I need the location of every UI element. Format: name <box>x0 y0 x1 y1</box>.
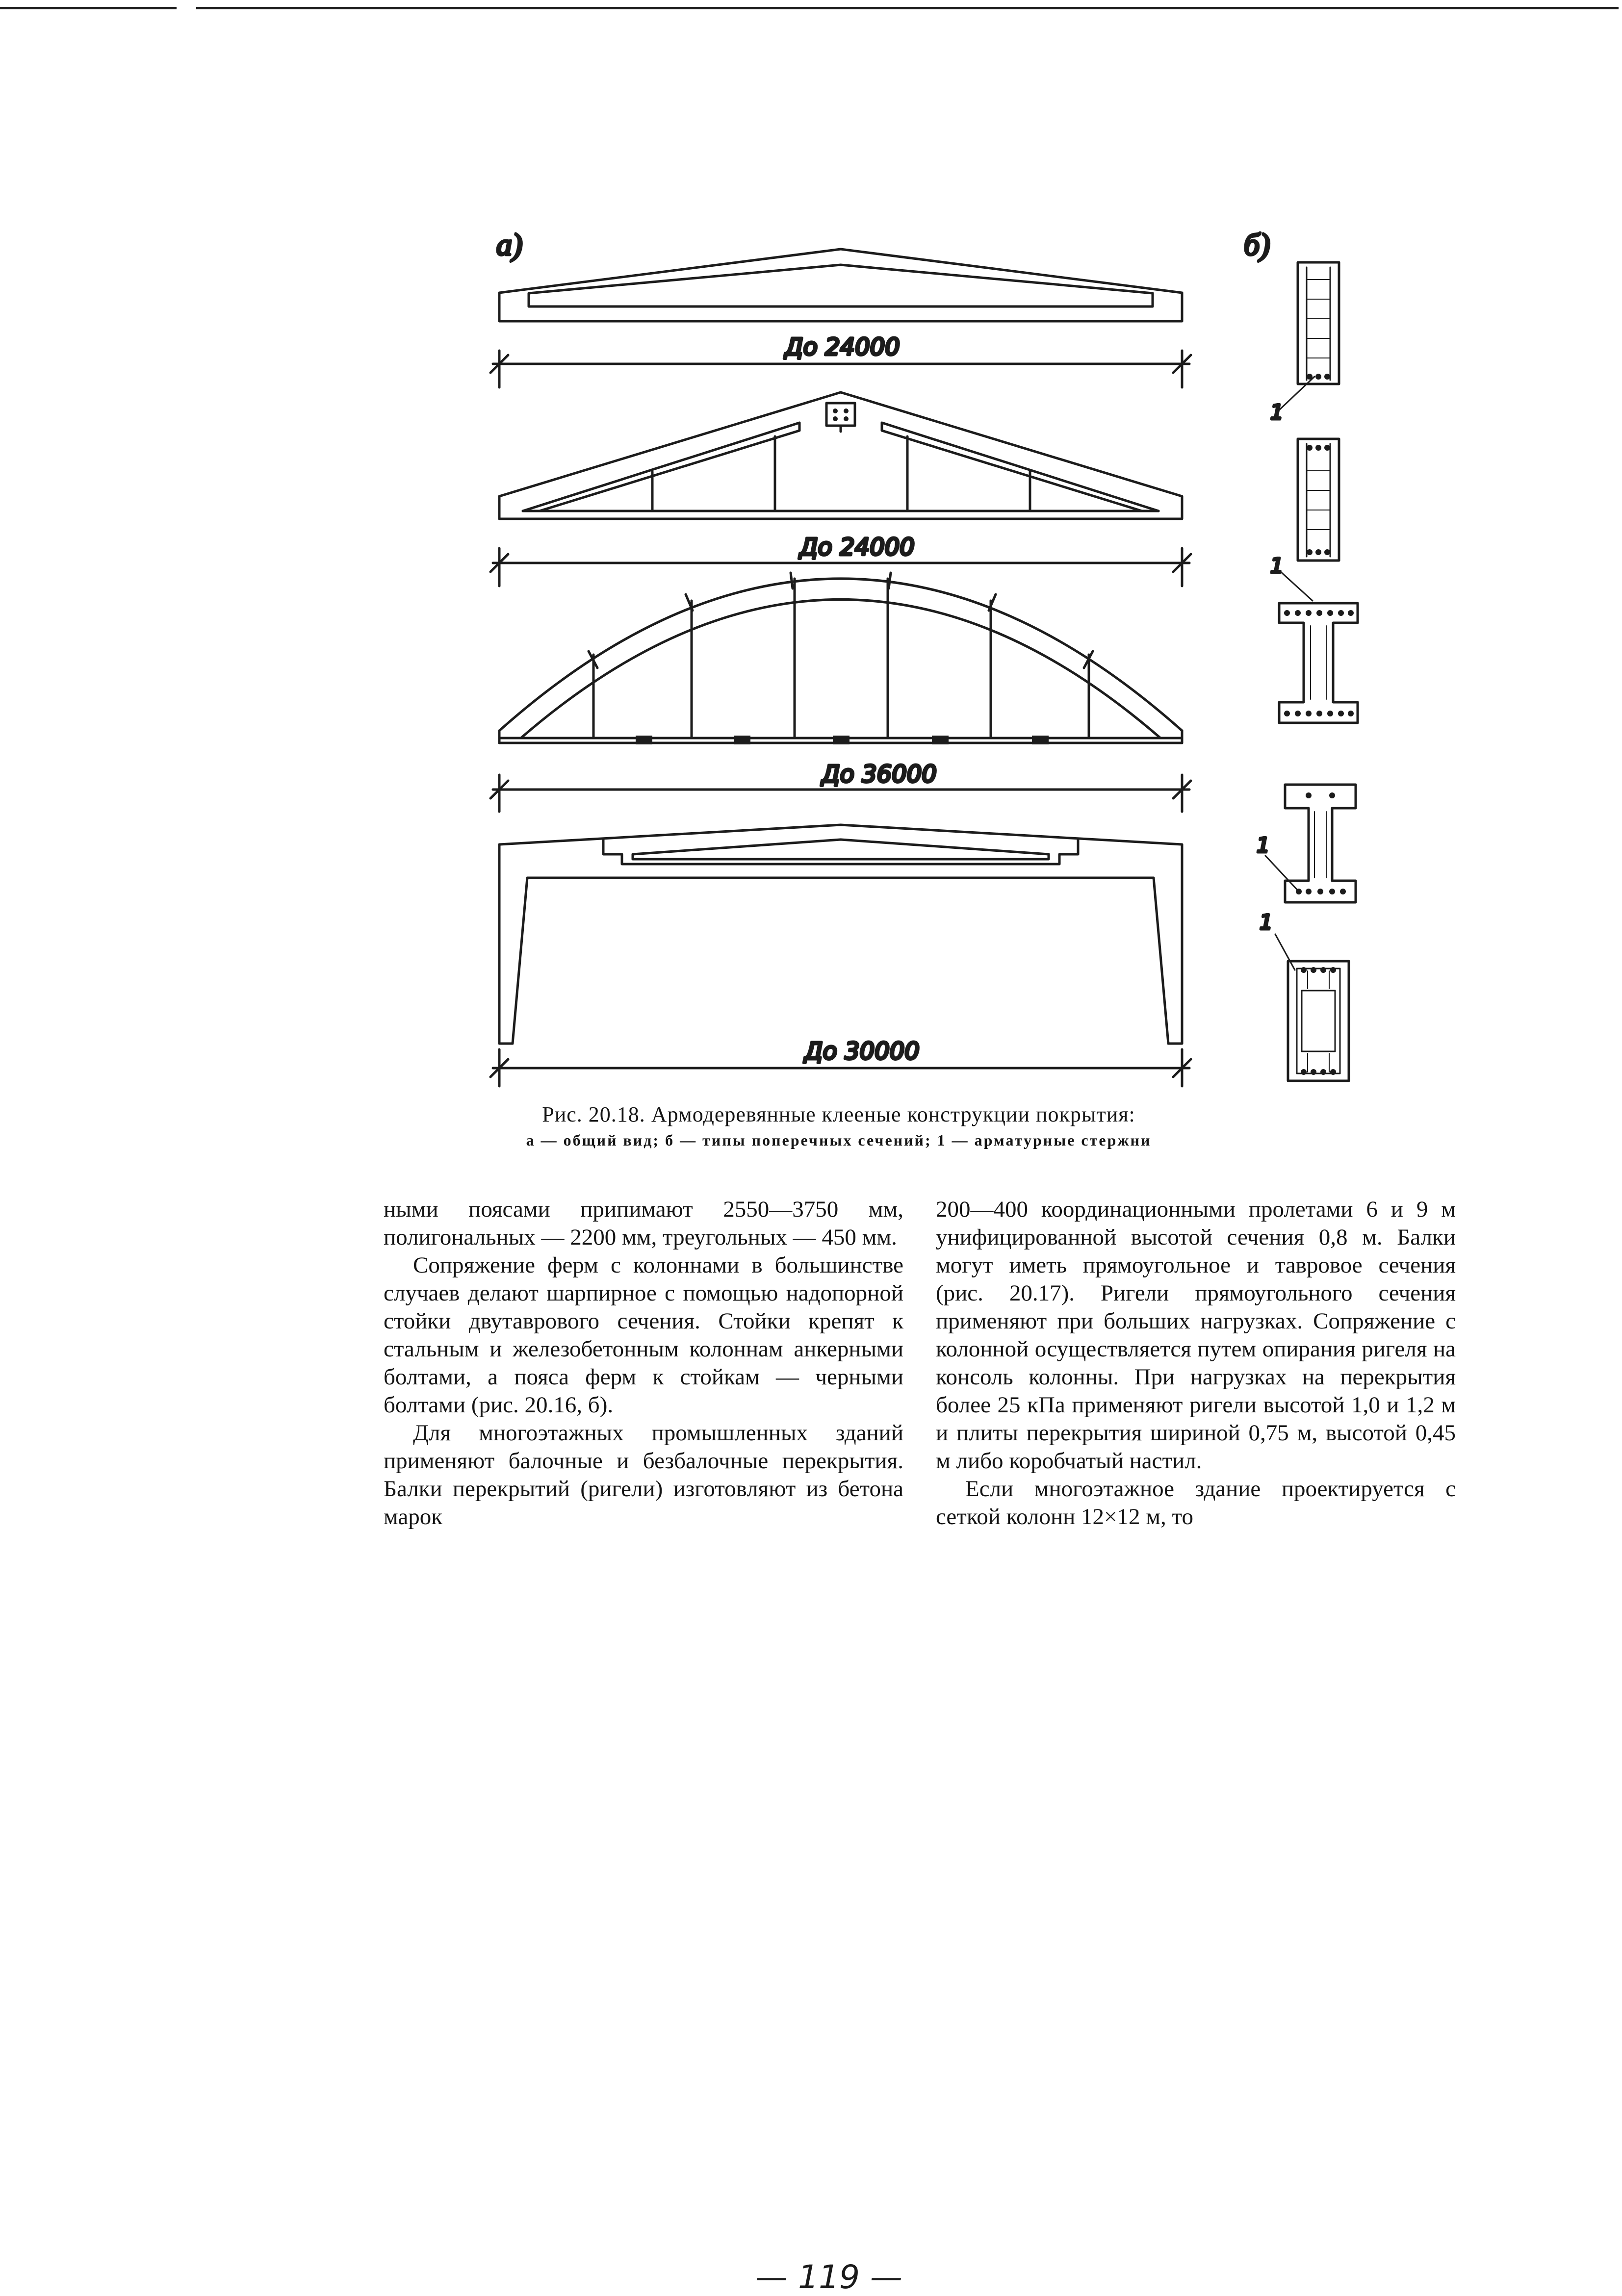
rebar-marker: 1 <box>1270 400 1284 424</box>
paragraph: Для многоэтажных промышленных зданий применяют балочные и безбалочные перекрытия. Балки перекрытий (ригели) изготовляют из бетона марок <box>384 1420 903 1530</box>
panel-a-label: а) <box>496 227 523 262</box>
panel-b-label: б) <box>1244 227 1270 262</box>
arch-truss-drawing <box>499 573 1182 743</box>
paragraph: ными поясами припимают 2550—3750 мм, полигональных — 2200 мм, треугольных — 450 мм. <box>384 1197 903 1250</box>
caption-title: Рис. 20.18. Армодеревянные клееные конструкции покрытия: <box>542 1102 1135 1126</box>
dimension-label: До 30000 <box>804 1038 920 1065</box>
dimension-label: До 36000 <box>822 761 937 788</box>
pitched-beam-drawing <box>499 249 1182 321</box>
box-section-drawing <box>1275 934 1349 1081</box>
paragraph: 200—400 координационными пролетами 6 и 9 м унифицированной высотой сечения 0,8 м. Балки могут иметь прямоугольное и тавровое сечения (рис. 20.17). Ригели прямоугольного сечения применяют при больших нагрузках. Сопряжение с колонной осуществляется путем опирания ригеля на консоль колонны. При нагрузках на перекрытия более 25 кПа применяют ригели высотой 1,0 и 1,2 м и плиты перекрытия шириной 0,75 м, высотой 0,45 м либо коробчатый настил. <box>936 1197 1456 1474</box>
figure-caption <box>373 1101 1305 1152</box>
paragraph: Если многоэтажное здание проектируется с сеткой колонн 12×12 м, то <box>936 1476 1456 1530</box>
text-column-left <box>384 1196 903 1531</box>
i-section-drawing <box>1265 785 1356 902</box>
caption-legend: а — общий вид; б — типы поперечных сечений; 1 — арматурные стержни <box>526 1131 1152 1149</box>
triangular-truss-drawing <box>499 392 1182 519</box>
paragraph: Сопряжение ферм с колоннами в большинстве случаев делают шарпирное с помощью надопорной стойки двутаврового сечения. Стойки крепят к стальным и железобетонным колоннам анкерными болтами, а пояса ферм к стойкам — черными болтами (рис. 20.16, б). <box>384 1252 903 1418</box>
rebar-marker: 1 <box>1270 554 1284 578</box>
rebar-marker: 1 <box>1257 833 1270 857</box>
page-number: — 119 — <box>755 2258 902 2296</box>
text-column-right <box>936 1196 1456 1531</box>
dimension-label: До 24000 <box>785 333 900 361</box>
portal-frame-drawing <box>499 825 1182 1044</box>
dimension-label: До 24000 <box>799 534 915 561</box>
rectangular-section-drawing <box>1278 262 1339 411</box>
rebar-marker: 1 <box>1260 910 1273 934</box>
i-section-drawing <box>1279 603 1358 723</box>
rectangular-section-drawing <box>1280 439 1339 601</box>
